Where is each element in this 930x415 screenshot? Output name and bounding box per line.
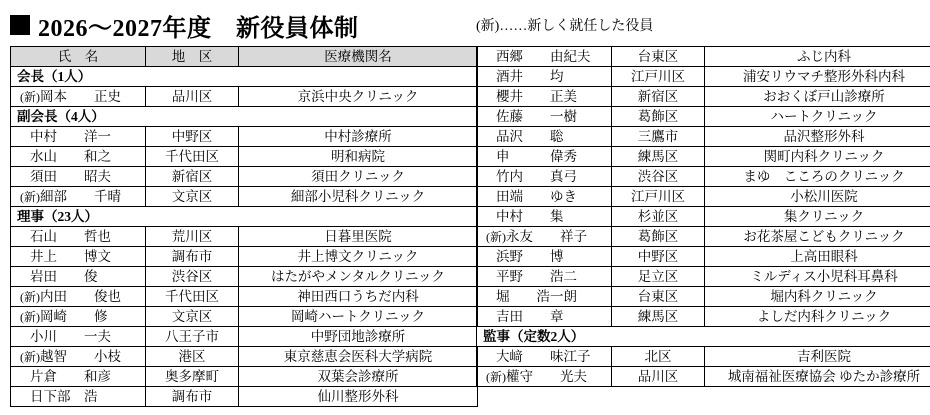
cell-area: 江戸川区 <box>612 187 705 207</box>
member-name: 小川 一夫 <box>30 329 111 344</box>
table-row <box>477 67 930 87</box>
cell-name <box>11 307 146 327</box>
cell-area: 足立区 <box>612 267 705 287</box>
cell-area: 奥多摩町 <box>146 367 239 387</box>
member-name: 酒井 均 <box>496 69 564 84</box>
cell-institution: 中村診療所 <box>239 127 478 147</box>
member-name: 品沢 聡 <box>496 129 564 144</box>
cell-name <box>477 67 612 87</box>
table-row <box>477 107 930 127</box>
cell-name <box>477 127 612 147</box>
cell-name <box>11 87 146 107</box>
table-row <box>11 227 478 247</box>
table-row <box>477 287 930 307</box>
table-row <box>11 327 478 347</box>
cell-name <box>11 387 146 407</box>
cell-area: 新宿区 <box>146 167 239 187</box>
table-row <box>11 127 478 147</box>
cell-area: 三鷹市 <box>612 127 705 147</box>
new-member-badge: (新) <box>486 369 506 384</box>
member-name: 中村 洋一 <box>30 129 111 144</box>
member-name: 平野 浩二 <box>496 269 577 284</box>
cell-institution: 仙川整形外科 <box>239 387 478 407</box>
cell-name <box>477 167 612 187</box>
cell-area: 品川区 <box>612 367 705 387</box>
table-row <box>11 187 478 207</box>
title-block <box>10 8 472 43</box>
cell-institution: ハートクリニック <box>705 107 930 127</box>
table-row <box>477 367 930 387</box>
cell-name <box>11 187 146 207</box>
cell-institution: 浦安リウマチ整形外科内科 <box>705 67 930 87</box>
member-name: 堀 浩一朗 <box>496 289 577 304</box>
member-name: 越智 小枝 <box>40 348 121 364</box>
member-name: 岩田 俊 <box>30 269 98 284</box>
cell-institution: 双葉会診療所 <box>239 367 478 387</box>
table-row <box>477 127 930 147</box>
member-name: 片倉 和彦 <box>30 369 111 384</box>
cell-name <box>11 267 146 287</box>
cell-area: 千代田区 <box>146 147 239 167</box>
column-header-name: 氏 名 <box>11 47 146 67</box>
cell-institution: 品沢整形外科 <box>705 127 930 147</box>
table-row <box>11 147 478 167</box>
cell-institution: 小松川医院 <box>705 187 930 207</box>
cell-institution: ミルディス小児科耳鼻科 <box>705 267 930 287</box>
cell-name <box>11 227 146 247</box>
column-header-area: 地 区 <box>146 47 239 67</box>
member-name: 水山 和之 <box>30 149 111 164</box>
cell-institution: 上高田眼科 <box>705 247 930 267</box>
new-member-badge: (新) <box>20 89 40 104</box>
section-header-row <box>11 207 478 227</box>
cell-institution: 明和病院 <box>239 147 478 167</box>
cell-area: 八王子市 <box>146 327 239 347</box>
page-title: 2026〜2027年度 新役員体制 <box>38 15 359 42</box>
cell-area: 練馬区 <box>612 307 705 327</box>
cell-name <box>477 147 612 167</box>
table-row <box>11 87 478 107</box>
cell-area: 荒川区 <box>146 227 239 247</box>
header-row <box>11 47 478 67</box>
cell-institution: 井上博文クリニック <box>239 247 478 267</box>
cell-institution: 関町内科クリニック <box>705 147 930 167</box>
new-member-badge: (新) <box>20 289 40 304</box>
section-header-row <box>477 327 930 347</box>
table-row <box>11 367 478 387</box>
cell-area: 台東区 <box>612 47 705 67</box>
cell-area: 調布市 <box>146 387 239 407</box>
cell-name <box>477 287 612 307</box>
cell-name <box>11 167 146 187</box>
member-name: 内田 俊也 <box>40 288 121 304</box>
member-name: 吉田 章 <box>496 309 564 324</box>
cell-name <box>477 307 612 327</box>
cell-institution: 堀内科クリニック <box>705 287 930 307</box>
table-row <box>11 307 478 327</box>
cell-area: 調布市 <box>146 247 239 267</box>
cell-institution: 東京慈恵会医科大学病院 <box>239 347 478 367</box>
cell-name <box>477 247 612 267</box>
cell-area: 台東区 <box>612 287 705 307</box>
new-member-badge: (新) <box>20 189 40 204</box>
table-row <box>477 267 930 287</box>
cell-institution: 細部小児科クリニック <box>239 187 478 207</box>
section-header-row <box>11 67 478 87</box>
cell-institution: 城南福祉医療協会 ゆたか診療所 <box>705 367 930 387</box>
table-row <box>11 167 478 187</box>
cell-name <box>477 267 612 287</box>
section-label: 副会長（4人） <box>11 107 478 127</box>
column-header-institution: 医療機関名 <box>239 47 478 67</box>
table-row <box>11 287 478 307</box>
cell-name <box>477 207 612 227</box>
member-name: 細部 千晴 <box>40 188 121 204</box>
table-row <box>477 147 930 167</box>
document-header <box>10 8 920 42</box>
section-label: 監事（定数2人） <box>477 327 930 347</box>
member-name: 申 偉秀 <box>496 149 577 164</box>
cell-name <box>11 287 146 307</box>
legend-note: (新)……新しく就任した役員 <box>476 19 654 34</box>
cell-area: 江戸川区 <box>612 67 705 87</box>
cell-name <box>11 127 146 147</box>
cell-area: 品川区 <box>146 87 239 107</box>
table-head-left <box>11 47 478 67</box>
cell-institution: 神田西口うちだ内科 <box>239 287 478 307</box>
member-name: 竹内 真弓 <box>496 169 577 184</box>
member-name: 石山 哲也 <box>30 229 111 244</box>
table-body-left <box>11 67 478 407</box>
cell-area: 中野区 <box>146 127 239 147</box>
cell-area: 文京区 <box>146 187 239 207</box>
member-name: 岡崎 修 <box>40 308 108 324</box>
cell-area: 中野区 <box>612 247 705 267</box>
cell-name <box>11 247 146 267</box>
cell-area: 新宿区 <box>612 87 705 107</box>
cell-name <box>11 327 146 347</box>
section-label: 理事（23人） <box>11 207 478 227</box>
cell-area: 港区 <box>146 347 239 367</box>
table-body-right <box>477 47 930 387</box>
cell-institution: まゆ こころのクリニック <box>705 167 930 187</box>
table-row <box>11 247 478 267</box>
new-member-badge: (新) <box>486 229 506 244</box>
cell-name <box>477 107 612 127</box>
cell-name <box>477 87 612 107</box>
roster-table-left <box>10 46 478 407</box>
cell-name <box>477 227 612 247</box>
cell-area: 北区 <box>612 347 705 367</box>
cell-area: 渋谷区 <box>612 167 705 187</box>
new-member-badge: (新) <box>20 309 40 324</box>
cell-institution: はたがやメンタルクリニック <box>239 267 478 287</box>
cell-institution: 岡崎ハートクリニック <box>239 307 478 327</box>
cell-area: 千代田区 <box>146 287 239 307</box>
cell-name <box>477 47 612 67</box>
cell-institution: 集クリニック <box>705 207 930 227</box>
member-name: 權守 光夫 <box>506 368 587 384</box>
cell-institution: 京浜中央クリニック <box>239 87 478 107</box>
table-row <box>477 347 930 367</box>
cell-area: 渋谷区 <box>146 267 239 287</box>
member-name: 永友 祥子 <box>506 228 587 244</box>
title-bullet-icon <box>10 15 30 35</box>
cell-name <box>477 347 612 367</box>
member-name: 大﨑 味江子 <box>496 349 591 364</box>
table-row <box>477 87 930 107</box>
cell-area: 葛飾区 <box>612 107 705 127</box>
cell-institution: 須田クリニック <box>239 167 478 187</box>
cell-area: 杉並区 <box>612 207 705 227</box>
member-name: 西郷 由紀夫 <box>496 49 591 64</box>
table-row <box>11 347 478 367</box>
cell-name <box>11 147 146 167</box>
table-row <box>477 47 930 67</box>
section-label: 会長（1人） <box>11 67 478 87</box>
table-row <box>477 307 930 327</box>
cell-institution: 吉利医院 <box>705 347 930 367</box>
table-row <box>11 267 478 287</box>
table-row <box>11 387 478 407</box>
cell-name <box>11 367 146 387</box>
left-column <box>10 46 462 407</box>
cell-institution: お花茶屋こどもクリニック <box>705 227 930 247</box>
section-header-row <box>11 107 478 127</box>
table-row <box>477 247 930 267</box>
table-row <box>477 227 930 247</box>
member-name: 日下部 浩 <box>30 389 98 404</box>
member-name: 須田 昭夫 <box>30 169 111 184</box>
cell-institution: おおくぼ戸山診療所 <box>705 87 930 107</box>
cell-area: 文京区 <box>146 307 239 327</box>
cell-institution: 日暮里医院 <box>239 227 478 247</box>
cell-institution: よしだ内科クリニック <box>705 307 930 327</box>
member-name: 岡本 正史 <box>40 88 121 104</box>
cell-area: 練馬区 <box>612 147 705 167</box>
member-name: 佐藤 一樹 <box>496 109 577 124</box>
table-row <box>477 207 930 227</box>
cell-name <box>477 367 612 387</box>
cell-area: 葛飾区 <box>612 227 705 247</box>
cell-institution: 中野団地診療所 <box>239 327 478 347</box>
right-column <box>476 46 928 407</box>
cell-name <box>11 347 146 367</box>
member-name: 浜野 博 <box>496 249 564 264</box>
member-name: 中村 集 <box>496 209 564 224</box>
columns-wrapper <box>10 46 920 407</box>
table-row <box>477 167 930 187</box>
table-row <box>477 187 930 207</box>
member-name: 田端 ゆき <box>496 189 577 204</box>
cell-institution: ふじ内科 <box>705 47 930 67</box>
cell-name <box>477 187 612 207</box>
roster-table-right <box>476 46 930 387</box>
member-name: 櫻井 正美 <box>496 89 577 104</box>
member-name: 井上 博文 <box>30 249 111 264</box>
new-member-badge: (新) <box>20 349 40 364</box>
